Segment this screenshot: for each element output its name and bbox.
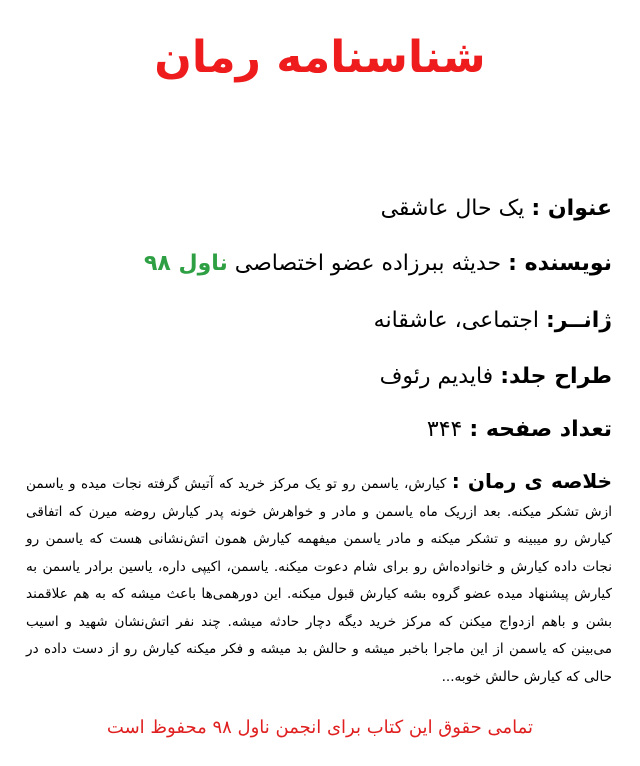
cover-designer-value: فایدیم رئوف [379, 364, 494, 389]
summary-text: کیارش، یاسمن رو تو یک مرکز خرید که آتیش گرفته نجات میده و یاسمن ازش تشکر میکنه. بعد ازریک ماه یاسمن و مادر و خواهرش خونه پدر کیارش روضه میرن که اتفاقی کیارش رو میبینه و تشکر میکنه و مادر یاسمن میفهمه کیارش همون اتش‌نشانی هست که یاسمن رو نجات داده کیارش و خانواده‌اش رو برای شام دعوت میکنه. یاسمن، اکیپی داره، یاسین برادر یاسمن به کیارش پیشنهاد میده عضو گروه بشه کیارش قبول میکنه. این دورهمی‌ها باعث میشه که به هم علاقمند بشن و باهم ازدواج میکنن که مرکز خرید دیگه دچار حادثه میشه. چند نفر اتش‌نشان شهید و اسیب می‌بینن که یاسمن از این ماجرا باخبر میشه و حالش بد میشه و فکر میکنه کیارش رو از دست داده در حالی که کیارش حالش خوبه... [26, 476, 612, 685]
cover-designer-label: طراح جلد: [500, 364, 612, 389]
cover-designer-field [20, 360, 612, 394]
page-title: شناسنامه رمان [154, 32, 486, 83]
book-title-field [20, 192, 612, 226]
author-value: حدیثه ببرزاده عضو اختصاصی [234, 251, 502, 276]
book-title-label: عنوان : [531, 196, 612, 221]
book-title-value: یک حال عاشقی [380, 196, 525, 221]
genre-label: ژانــر: [546, 308, 612, 333]
author-field [20, 247, 612, 281]
page-count-field [20, 413, 612, 447]
genre-field [20, 304, 612, 338]
author-label: نویسنده : [508, 251, 612, 276]
page-count-label: تعداد صفحه : [469, 417, 612, 442]
genre-value: اجتماعی، عاشقانه [373, 308, 539, 333]
copyright-footer: تمامی حقوق این کتاب برای انجمن ناول ۹۸ محفوظ است [106, 717, 534, 738]
summary-section [26, 468, 612, 691]
forum-name-highlight: ناول ۹۸ [143, 251, 228, 276]
summary-label: خلاصه ی رمان : [451, 469, 612, 493]
page-count-value: ۳۴۴ [426, 417, 463, 442]
